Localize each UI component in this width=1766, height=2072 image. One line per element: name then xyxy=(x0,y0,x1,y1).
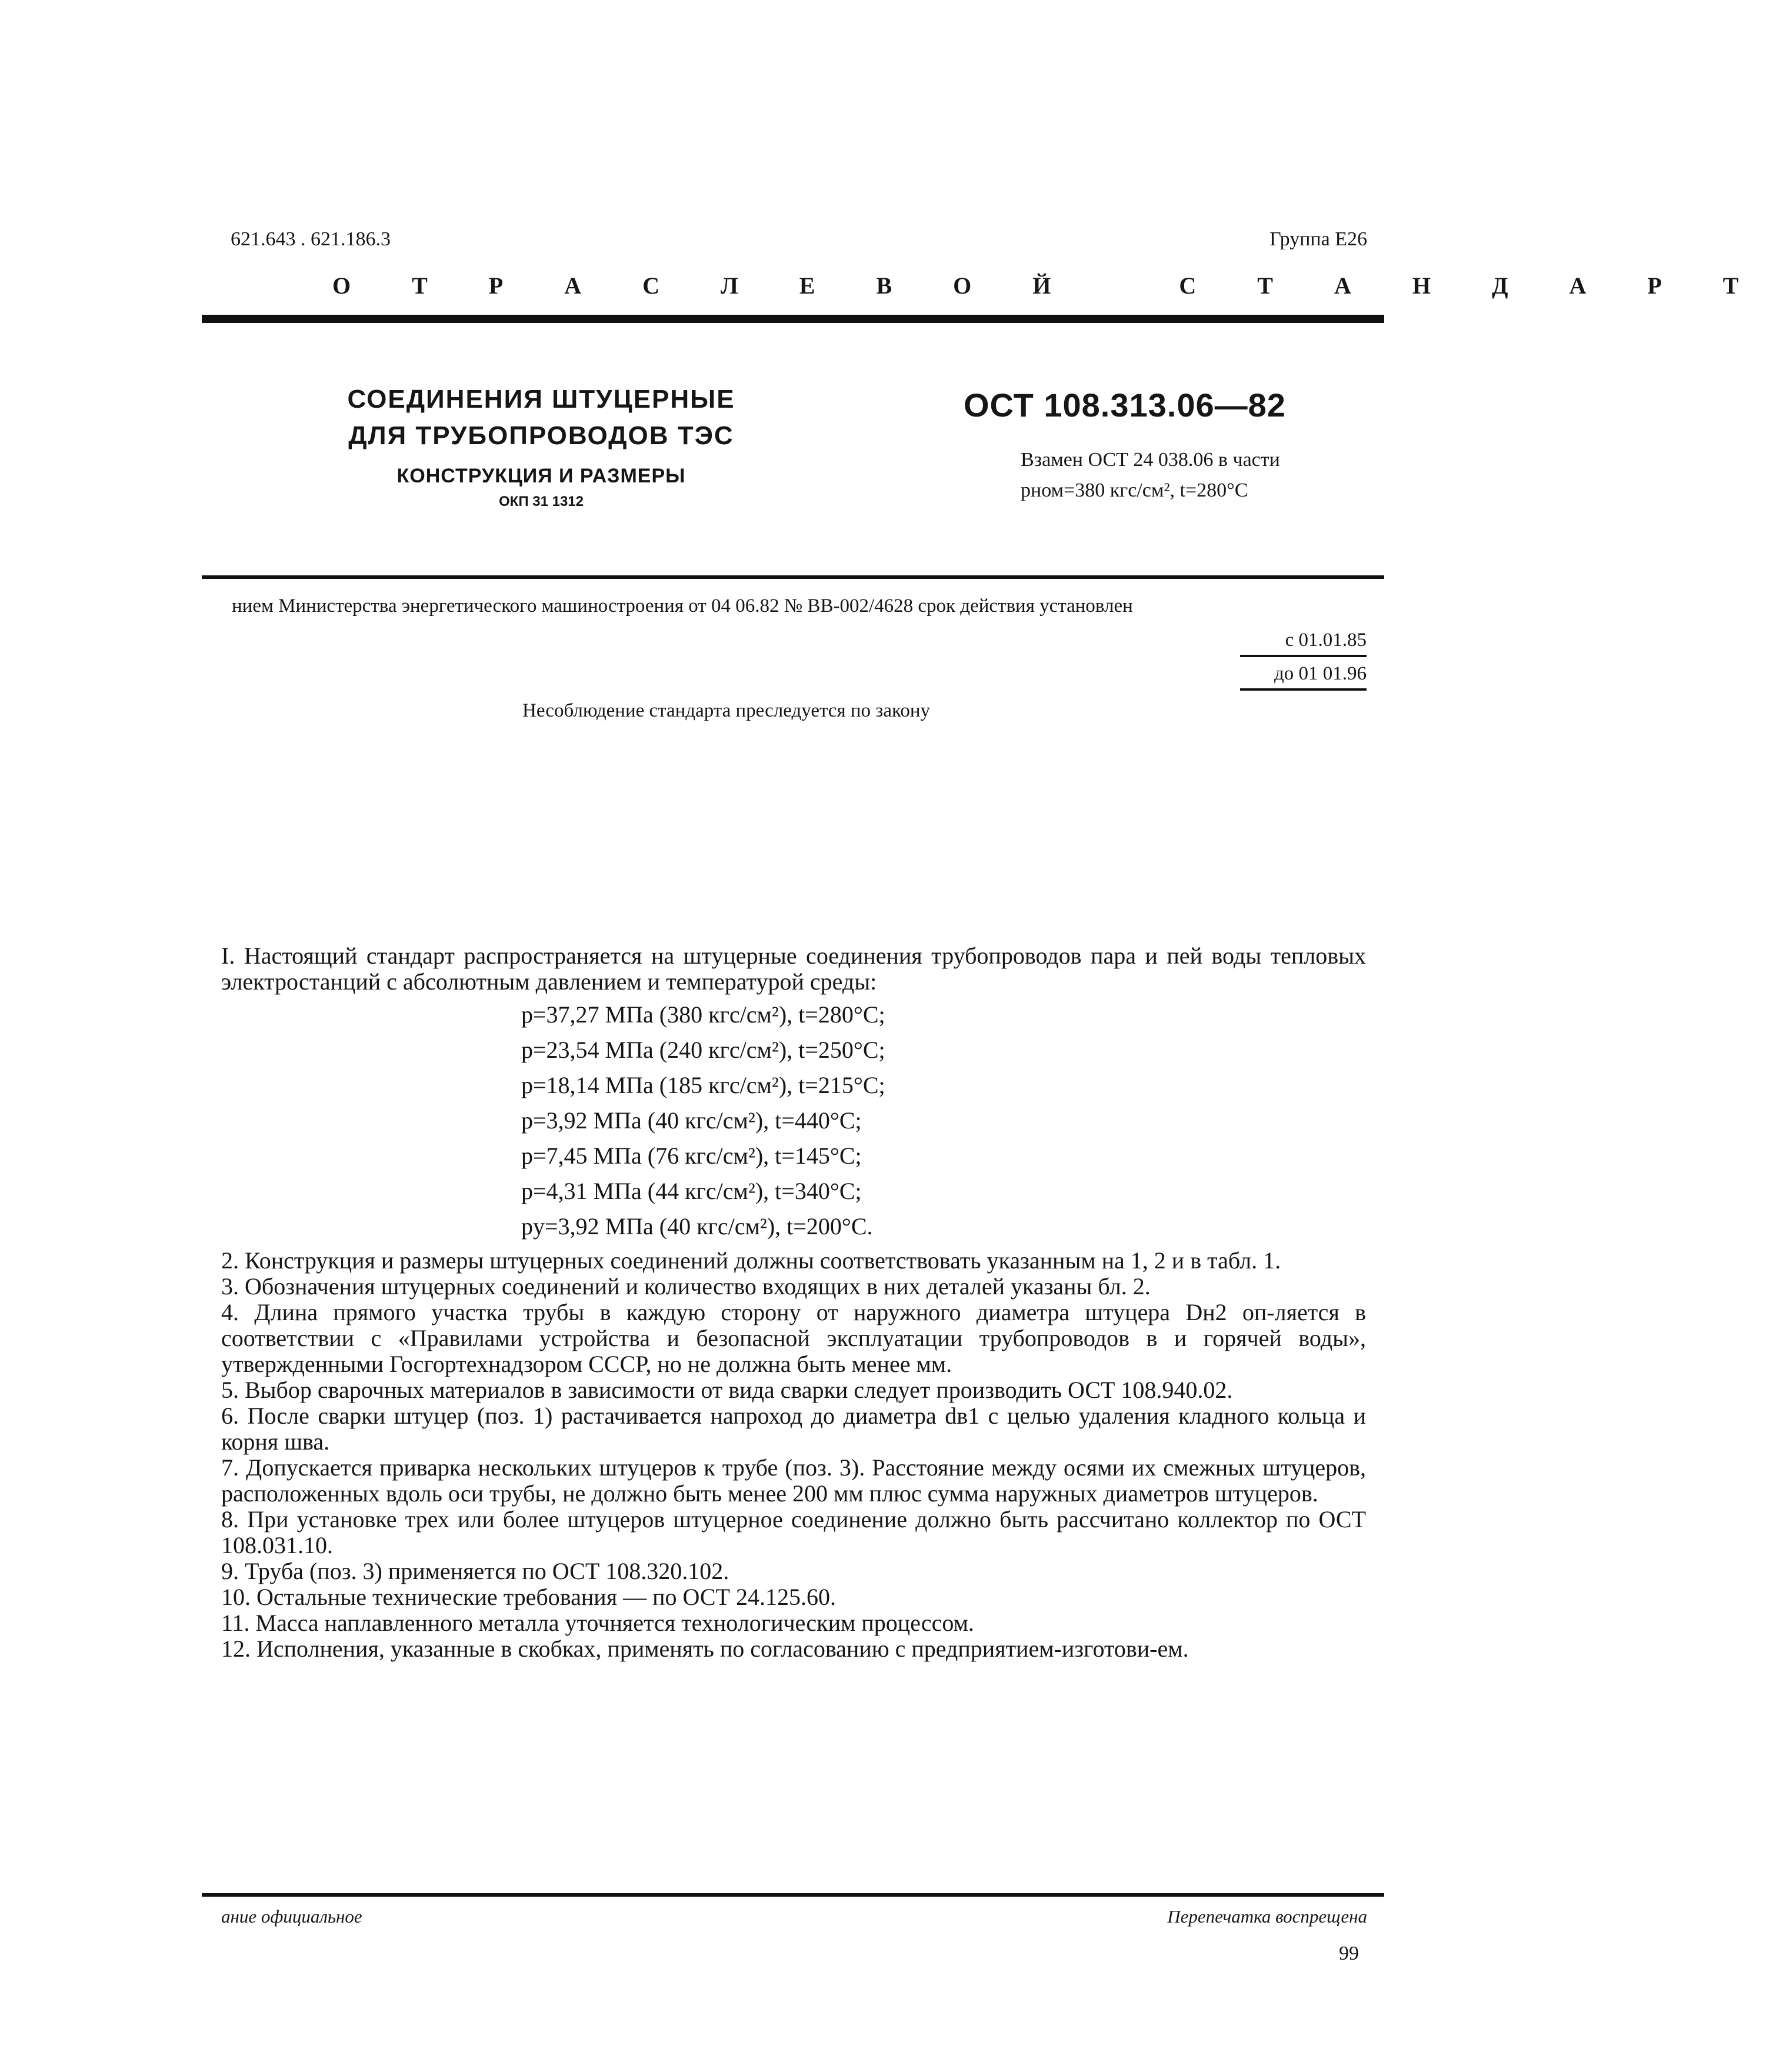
title-rule xyxy=(202,575,1384,579)
formula-6: p=4,31 МПа (44 кгс/см²), t=340°С; xyxy=(521,1178,862,1204)
title-line-1: СОЕДИНЕНИЯ ШТУЦЕРНЫЕ xyxy=(347,385,735,414)
replaces-text: Взамен ОСТ 24 038.06 в части xyxy=(1021,449,1280,471)
footer-reprint-notice: Перепечатка воспрещена xyxy=(1167,1906,1367,1927)
footer-rule xyxy=(202,1893,1384,1897)
legal-notice: Несоблюдение стандарта преследуется по закону xyxy=(522,700,930,721)
clause-3: 3. Обозначения штуцерных соединений и количество входящих в них деталей указаны бл. 2. xyxy=(221,1273,1151,1300)
valid-to: до 01 01.96 xyxy=(1240,663,1367,691)
document-body xyxy=(221,943,1366,1662)
clause-9: 9. Труба (поз. 3) применяется по ОСТ 108.320.102. xyxy=(221,1558,729,1584)
clause-11: 11. Масса наплавленного металла уточняется технологическим процессом. xyxy=(221,1610,974,1636)
replaces-params: pном=380 кгс/см², t=280°С xyxy=(1021,479,1248,501)
standard-type-heading: О Т Р А С Л Е В О Й С Т А Н Д А Р Т xyxy=(332,272,1766,299)
title-line-2: ДЛЯ ТРУБОПРОВОДОВ ТЭС xyxy=(348,421,734,450)
group-code: Группа Е26 xyxy=(1269,228,1367,250)
valid-from: с 01.01.85 xyxy=(1240,629,1367,657)
formula-1: p=37,27 МПа (380 кгс/см²), t=280°С; xyxy=(521,1001,885,1028)
replaces-block xyxy=(1021,445,1280,506)
footer-edition-note: ание официальное xyxy=(221,1906,362,1927)
subtitle: КОНСТРУКЦИЯ И РАЗМЕРЫ xyxy=(396,465,686,487)
clause-4: 4. Длина прямого участка трубы в каждую сторону от наружного диаметра штуцера Dн2 оп-ляется в соответствии с «Правилами устройства и безопасной эксплуатации трубопроводов в и горячей воды», утвержденными Госгортехнадзором СССР, но не должна быть менее мм. xyxy=(221,1299,1366,1377)
formula-5: p=7,45 МПа (76 кгс/см²), t=145°С; xyxy=(521,1142,862,1169)
page-number: 99 xyxy=(1339,1943,1359,1964)
clause-7: 7. Допускается приварка нескольких штуцеров к трубе (поз. 3). Расстояние между осями их смежных штуцеров, расположенных вдоль оси трубы, не должно быть менее 200 мм плюс сумма наружных диаметров штуцеров. xyxy=(221,1454,1366,1507)
clause-6: 6. После сварки штуцер (поз. 1) растачивается напроход до диаметра dв1 с целью удаления кладного кольца и корня шва. xyxy=(221,1403,1366,1455)
formula-3: p=18,14 МПа (185 кгс/см²), t=215°С; xyxy=(521,1072,885,1098)
validity-dates xyxy=(1240,629,1367,697)
clause-5: 5. Выбор сварочных материалов в зависимости от вида сварки следует производить ОСТ 108.940.02. xyxy=(221,1377,1233,1403)
formula-7: pу=3,92 МПа (40 кгс/см²), t=200°С. xyxy=(521,1213,873,1240)
clause-12: 12. Исполнения, указанные в скобках, применять по согласованию с предприятием-изготови-ем. xyxy=(221,1635,1189,1662)
formula-4: p=3,92 МПа (40 кгс/см²), t=440°С; xyxy=(521,1107,862,1134)
clause-10: 10. Остальные технические требования — по ОСТ 24.125.60. xyxy=(221,1584,836,1610)
clause-2: 2. Конструкция и размеры штуцерных соединений должны соответствовать указанным на 1, 2 и в табл. 1. xyxy=(221,1247,1281,1274)
approval-text: нием Министерства энергетического машиностроения от 04 06.82 № ВВ-002/4628 срок действия установлен xyxy=(232,595,1133,617)
standard-designation: ОСТ 108.313.06—82 xyxy=(964,387,1286,424)
clause-8: 8. При установке трех или более штуцеров штуцерное соединение должно быть рассчитано коллектор по ОСТ 108.031.10. xyxy=(221,1506,1366,1558)
title-block xyxy=(329,381,753,510)
formula-list xyxy=(221,997,1366,1244)
header-rule xyxy=(202,315,1384,323)
formula-2: p=23,54 МПа (240 кгс/см²), t=250°С; xyxy=(521,1037,885,1063)
okp-code: ОКП 31 1312 xyxy=(499,494,584,509)
udc-code: 621.643 . 621.186.3 xyxy=(231,228,391,250)
clause-1: I. Настоящий стандарт распространяется на штуцерные соединения трубопроводов пара и пей воды тепловых электростанций с абсолютным давлением и температурой среды: xyxy=(221,942,1366,995)
